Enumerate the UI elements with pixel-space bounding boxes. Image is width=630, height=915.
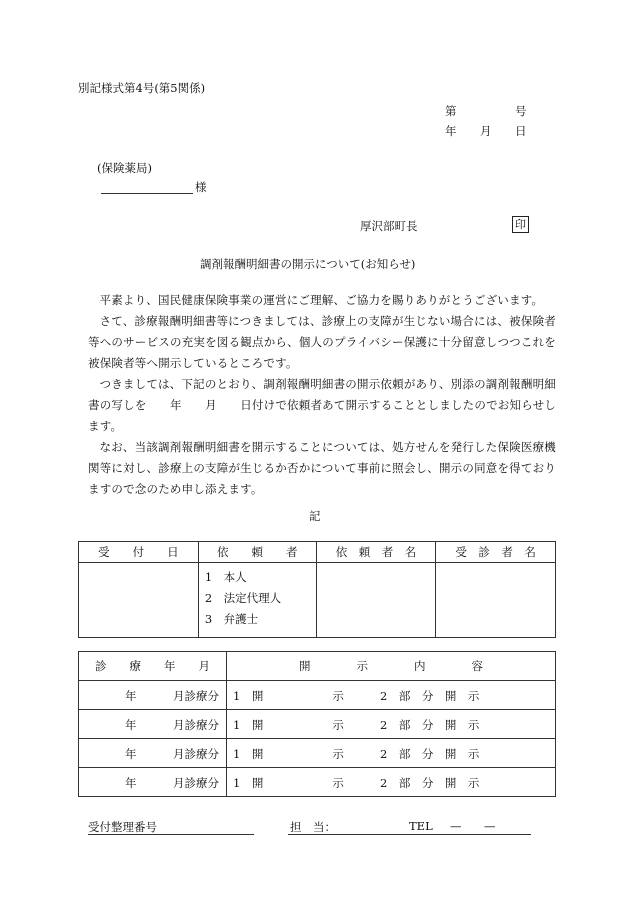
form-number: 別記様式第4号(第5関係) [78,81,206,95]
header-treatment-month: 診 療 年 月 [79,652,227,681]
cell-disclosure-content [227,739,556,768]
body-paragraph: なお、当該調剤報酬明細書を開示することについては、処方せんを発行した保険医療機関等に対し、診療上の支障が生じるか否かについて事前に照会し、開示の同意を得ておりますので念のため申し添えます。 [88,440,556,496]
year-label: 年 [125,689,137,703]
request-table [78,541,556,638]
month-label: 月診療分 [173,689,219,703]
option-full-disclosure[interactable]: 1 開 示 [233,689,344,703]
date-year: 年 [445,124,457,138]
cell-disclosure-content [227,768,556,797]
requester-option[interactable]: 3 弁護士 [204,612,259,626]
staff-line[interactable] [288,834,531,835]
staff-label: 担 当： [290,820,336,834]
sender-title: 厚沢部町長 [360,219,418,233]
cell-patient-name[interactable] [436,563,556,638]
requester-option[interactable]: 1 本人 [204,570,247,584]
disclosure-table [78,651,556,797]
body-paragraph: 平素より、国民健康保険事業の運営にご理解、ご協力を賜りありがとうございます。 [99,293,544,307]
month-label: 月診療分 [173,718,219,732]
header-receipt-date: 受 付 日 [79,542,199,563]
option-full-disclosure[interactable]: 1 開 示 [233,718,344,732]
month-label: 月診療分 [173,747,219,761]
header-patient-name: 受 診 者 名 [436,542,556,563]
header-requester-name: 依 頼 者 名 [316,542,436,563]
date-day: 日 [515,124,527,138]
seal-mark: 印 [512,216,529,233]
tel-separator: — [484,819,496,833]
body-paragraph: さて、診療報酬明細書等につきましては、診療上の支障が生じない場合には、被保険者等へのサービスの充実を図る観点から、個人のプライバシー保護に十分留意しつつこれを被保険者等へ開示しているところです。 [88,314,556,370]
doc-number-suffix: 号 [515,104,527,118]
cell-requester-options [198,563,316,638]
ki-heading: 記 [309,509,321,523]
option-partial-disclosure[interactable]: 2 部 分 開 示 [380,718,480,732]
receipt-number-line[interactable] [88,834,254,835]
cell-treatment-month [79,768,227,797]
option-full-disclosure[interactable]: 1 開 示 [233,776,344,790]
receipt-number-label: 受付整理番号 [88,820,157,834]
table-row [79,681,556,710]
cell-disclosure-content [227,681,556,710]
doc-number-prefix: 第 [445,104,457,118]
cell-treatment-month [79,739,227,768]
recipient-name-line [101,193,193,194]
option-partial-disclosure[interactable]: 2 部 分 開 示 [380,689,480,703]
cell-requester-name[interactable] [316,563,436,638]
tel-label: TEL [409,819,433,833]
option-partial-disclosure[interactable]: 2 部 分 開 示 [380,747,480,761]
body-paragraph: つきましては、下記のとおり、調剤報酬明細書の開示依頼があり、別添の調剤報酬明細書の写しを 年 月 日付けで依頼者あて開示することとしましたのでお知らせします。 [88,377,556,433]
tel-separator: — [450,819,462,833]
option-partial-disclosure[interactable]: 2 部 分 開 示 [380,776,480,790]
cell-receipt-date[interactable] [79,563,199,638]
header-disclosure-content: 開 示 内 容 [227,652,556,681]
table-row [79,710,556,739]
cell-disclosure-content [227,710,556,739]
recipient-org: (保険薬局) [97,161,152,175]
cell-treatment-month [79,710,227,739]
month-label: 月診療分 [173,776,219,790]
year-label: 年 [125,776,137,790]
header-requester: 依 頼 者 [198,542,316,563]
requester-option[interactable]: 2 法定代理人 [204,591,282,605]
recipient-honorific: 様 [195,180,207,194]
table-row [79,739,556,768]
cell-treatment-month [79,681,227,710]
year-label: 年 [125,718,137,732]
document-title: 調剤報酬明細書の開示について(お知らせ) [200,257,416,271]
date-month: 月 [480,124,492,138]
body-text [88,290,556,500]
option-full-disclosure[interactable]: 1 開 示 [233,747,344,761]
year-label: 年 [125,747,137,761]
table-row [79,768,556,797]
